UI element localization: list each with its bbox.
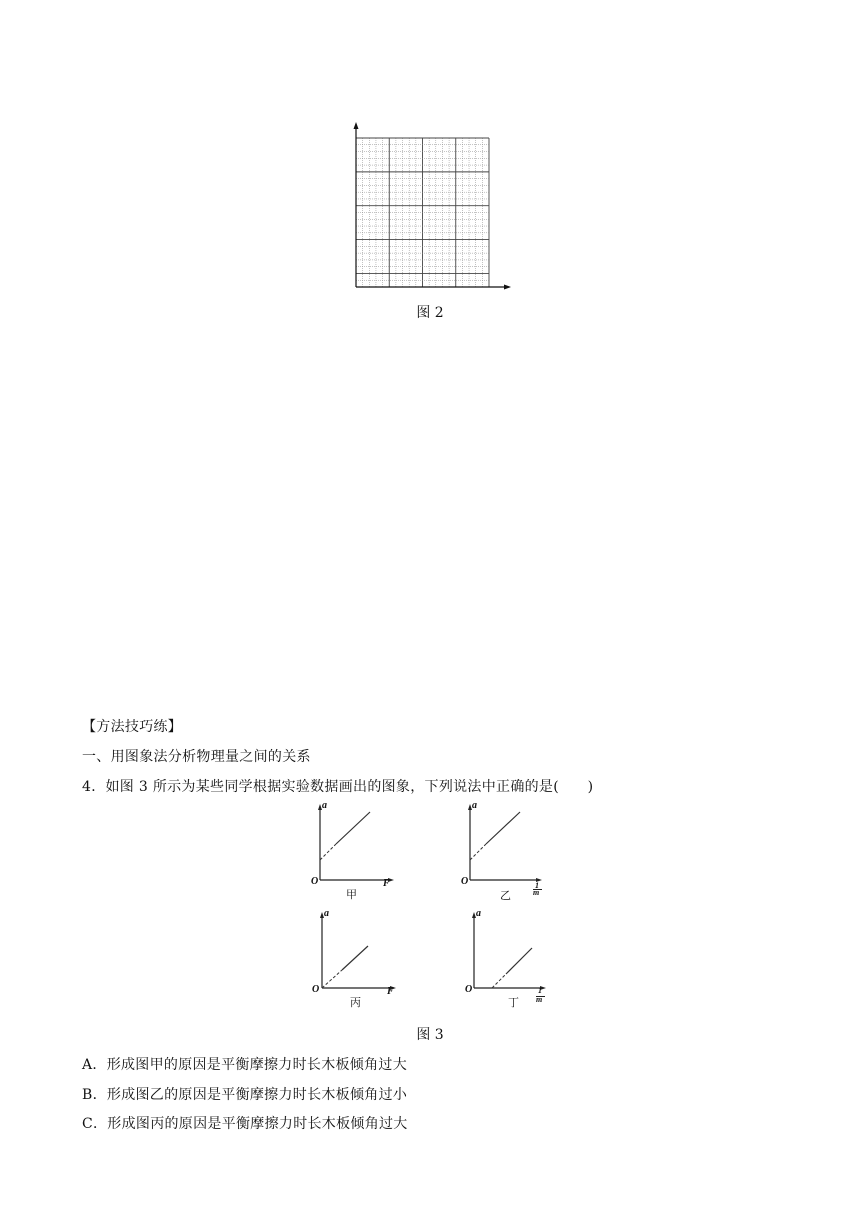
origin-label: O xyxy=(312,984,320,995)
graph-yi xyxy=(458,802,558,902)
option-c: C．形成图丙的原因是平衡摩擦力时长木板倾角过大 xyxy=(82,1116,408,1132)
data-line xyxy=(486,812,520,844)
y-axis-label: a xyxy=(322,800,327,811)
x-axis-label-numerator: 1 xyxy=(538,986,542,995)
dashed-extension xyxy=(470,844,486,860)
x-axis-label: F xyxy=(383,878,390,889)
graph-ding xyxy=(462,908,562,1008)
y-axis-arrow xyxy=(354,122,359,129)
dashed-extension xyxy=(492,974,506,988)
x-axis-label-numerator: 1 xyxy=(535,881,539,890)
graph-name: 甲 xyxy=(346,888,357,901)
option-a: A．形成图甲的原因是平衡摩擦力时长木板倾角过大 xyxy=(82,1057,408,1073)
x-axis-label: F xyxy=(387,986,394,997)
y-axis-label: a xyxy=(324,908,329,919)
x-axis-arrow xyxy=(504,285,511,290)
y-axis-label: a xyxy=(476,908,481,919)
origin-label: O xyxy=(461,876,469,887)
section-subtitle: 一、用图象法分析物理量之间的关系 xyxy=(82,749,311,765)
graph-name: 丙 xyxy=(350,996,361,1009)
x-axis-label-denominator: m xyxy=(536,995,543,1004)
data-line xyxy=(336,812,370,844)
dashed-extension xyxy=(322,970,342,988)
dashed-extension xyxy=(320,844,336,860)
graph-paper-grid xyxy=(348,120,518,295)
y-axis-label: a xyxy=(472,800,477,811)
graph-name: 乙 xyxy=(500,889,511,902)
figure-3-caption: 图 3 xyxy=(416,1027,444,1043)
section-title: 【方法技巧练】 xyxy=(82,719,183,735)
figure-2-caption: 图 2 xyxy=(416,305,444,321)
data-line xyxy=(506,948,532,974)
graph-jia xyxy=(308,802,408,902)
origin-label: O xyxy=(311,876,319,887)
graph-name: 丁 xyxy=(508,996,519,1009)
graph-ding-axes xyxy=(462,908,562,1008)
graph-jia-axes xyxy=(308,802,408,902)
origin-label: O xyxy=(465,984,473,995)
option-b: B．形成图乙的原因是平衡摩擦力时长木板倾角过小 xyxy=(82,1087,408,1103)
graph-bing xyxy=(308,908,408,1008)
question-stem: 4．如图 3 所示为某些同学根据实验数据画出的图象，下列说法中正确的是( ) xyxy=(82,779,594,795)
figure-2 xyxy=(348,120,518,295)
x-axis-label-denominator: m xyxy=(533,888,540,897)
data-line xyxy=(342,946,368,970)
